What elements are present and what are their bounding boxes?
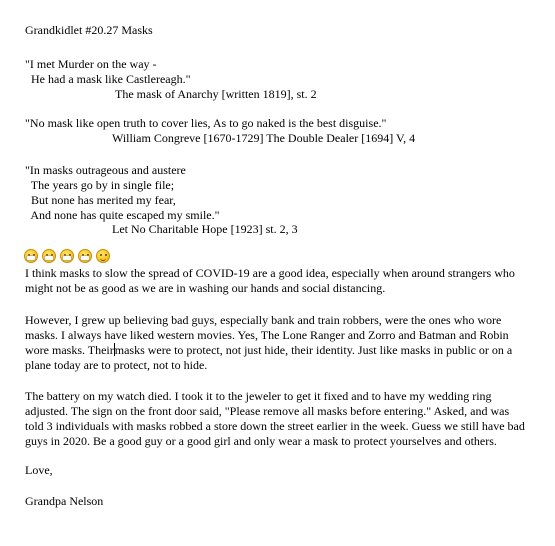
masked-face-icon <box>24 249 38 263</box>
paragraph-bad-guys-part-2: masks were to protect, not just hide, their identity. Just like masks in public or on a plane today are to protect, not to hide. <box>25 343 513 372</box>
masked-face-icon <box>78 249 92 263</box>
smiling-face-icon <box>96 249 110 263</box>
signature: Grandpa Nelson <box>25 494 104 508</box>
quote3-attribution: Let No Charitable Hope [1923] st. 2, 3 <box>112 222 298 236</box>
masked-face-icon <box>60 249 74 263</box>
quote3-line-2: The years go by in single file; <box>25 178 175 192</box>
quote3-line-3: But none has merited my fear, <box>25 193 176 207</box>
quote3-line-4: And none has quite escaped my smile." <box>25 208 220 222</box>
paragraph-bad-guys-part-1: However, I grew up believing bad guys, especially bank and train robbers, were the ones who wore masks. I always have liked western movies. Yes, The Lone Ranger and Zorro and Batman and Robin wore masks. Their <box>25 313 509 357</box>
quote3-line-1: "In masks outrageous and austere <box>25 163 186 177</box>
emoji-row <box>24 249 110 265</box>
quote1-line-1: "I met Murder on the way - <box>25 57 157 71</box>
quote2-line: "No mask like open truth to cover lies, As to go naked is the best disguise." <box>25 116 387 130</box>
quote1-line-2: He had a mask like Castlereagh." <box>25 72 191 86</box>
masked-face-icon <box>42 249 56 263</box>
paragraph-watch: The battery on my watch died. I took it to the jeweler to get it fixed and to have my wedding ring adjusted. The sign on the front door said, "Please remove all masks before entering." Asked, and was told 3 individuals with masks robbed a store down the street earlier in the week. Guess we still have bad guys in 2020. Be a good guy or a good girl and only wear a mask to protect yourselves and others. <box>25 389 525 448</box>
paragraph-covid: I think masks to slow the spread of COVID-19 are a good idea, especially when around strangers who might not be as good as we are in washing our hands and social distancing. <box>25 266 515 295</box>
paragraph-bad-guys <box>25 313 530 373</box>
quote2-attribution: William Congreve [1670-1729] The Double Dealer [1694] V, 4 <box>112 131 416 145</box>
document-title: Grandkidlet #20.27 Masks <box>25 23 153 37</box>
closing: Love, <box>25 463 53 477</box>
quote1-attribution: The mask of Anarchy [written 1819], st. 2 <box>115 87 317 101</box>
